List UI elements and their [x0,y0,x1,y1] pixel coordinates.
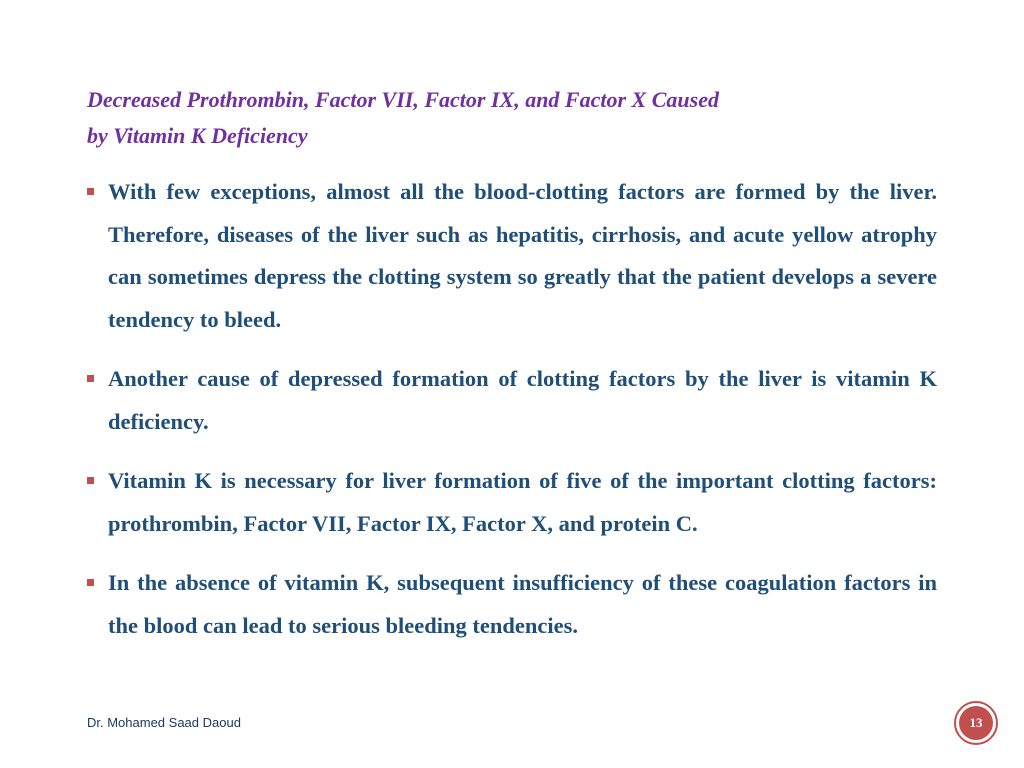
square-bullet-icon [87,477,94,484]
bullet-text-2: Another cause of depressed formation of clotting factors by the liver is vitamin K deficiency. [108,366,937,434]
bullet-item-3 [84,460,937,545]
page-number-badge [954,701,998,745]
square-bullet-icon [87,579,94,586]
bullet-list [84,171,937,647]
bullet-item-1 [84,171,937,341]
bullet-item-4 [84,562,937,647]
page-number: 13 [959,706,993,740]
slide-heading [87,82,947,154]
bullet-text-3: Vitamin K is necessary for liver formation of five of the important clotting factors: prothrombin, Factor VII, Factor IX, Factor X, and protein C. [108,468,937,536]
bullet-text-4: In the absence of vitamin K, subsequent insufficiency of these coagulation factors in the blood can lead to serious bleeding tendencies. [108,570,937,638]
slide-heading-line-1: Decreased Prothrombin, Factor VII, Factor IX, and Factor X Caused [87,87,719,112]
slide-heading-line-2: by Vitamin K Deficiency [87,123,308,148]
square-bullet-icon [87,375,94,382]
square-bullet-icon [87,188,94,195]
bullet-item-2 [84,358,937,443]
bullet-text-1: With few exceptions, almost all the blood-clotting factors are formed by the liver. Therefore, diseases of the liver such as hepatitis, cirrhosis, and acute yellow atrophy can sometimes depress the clotting system so greatly that the patient develops a severe tendency to bleed. [108,179,937,332]
footer-author: Dr. Mohamed Saad Daoud [87,715,241,730]
